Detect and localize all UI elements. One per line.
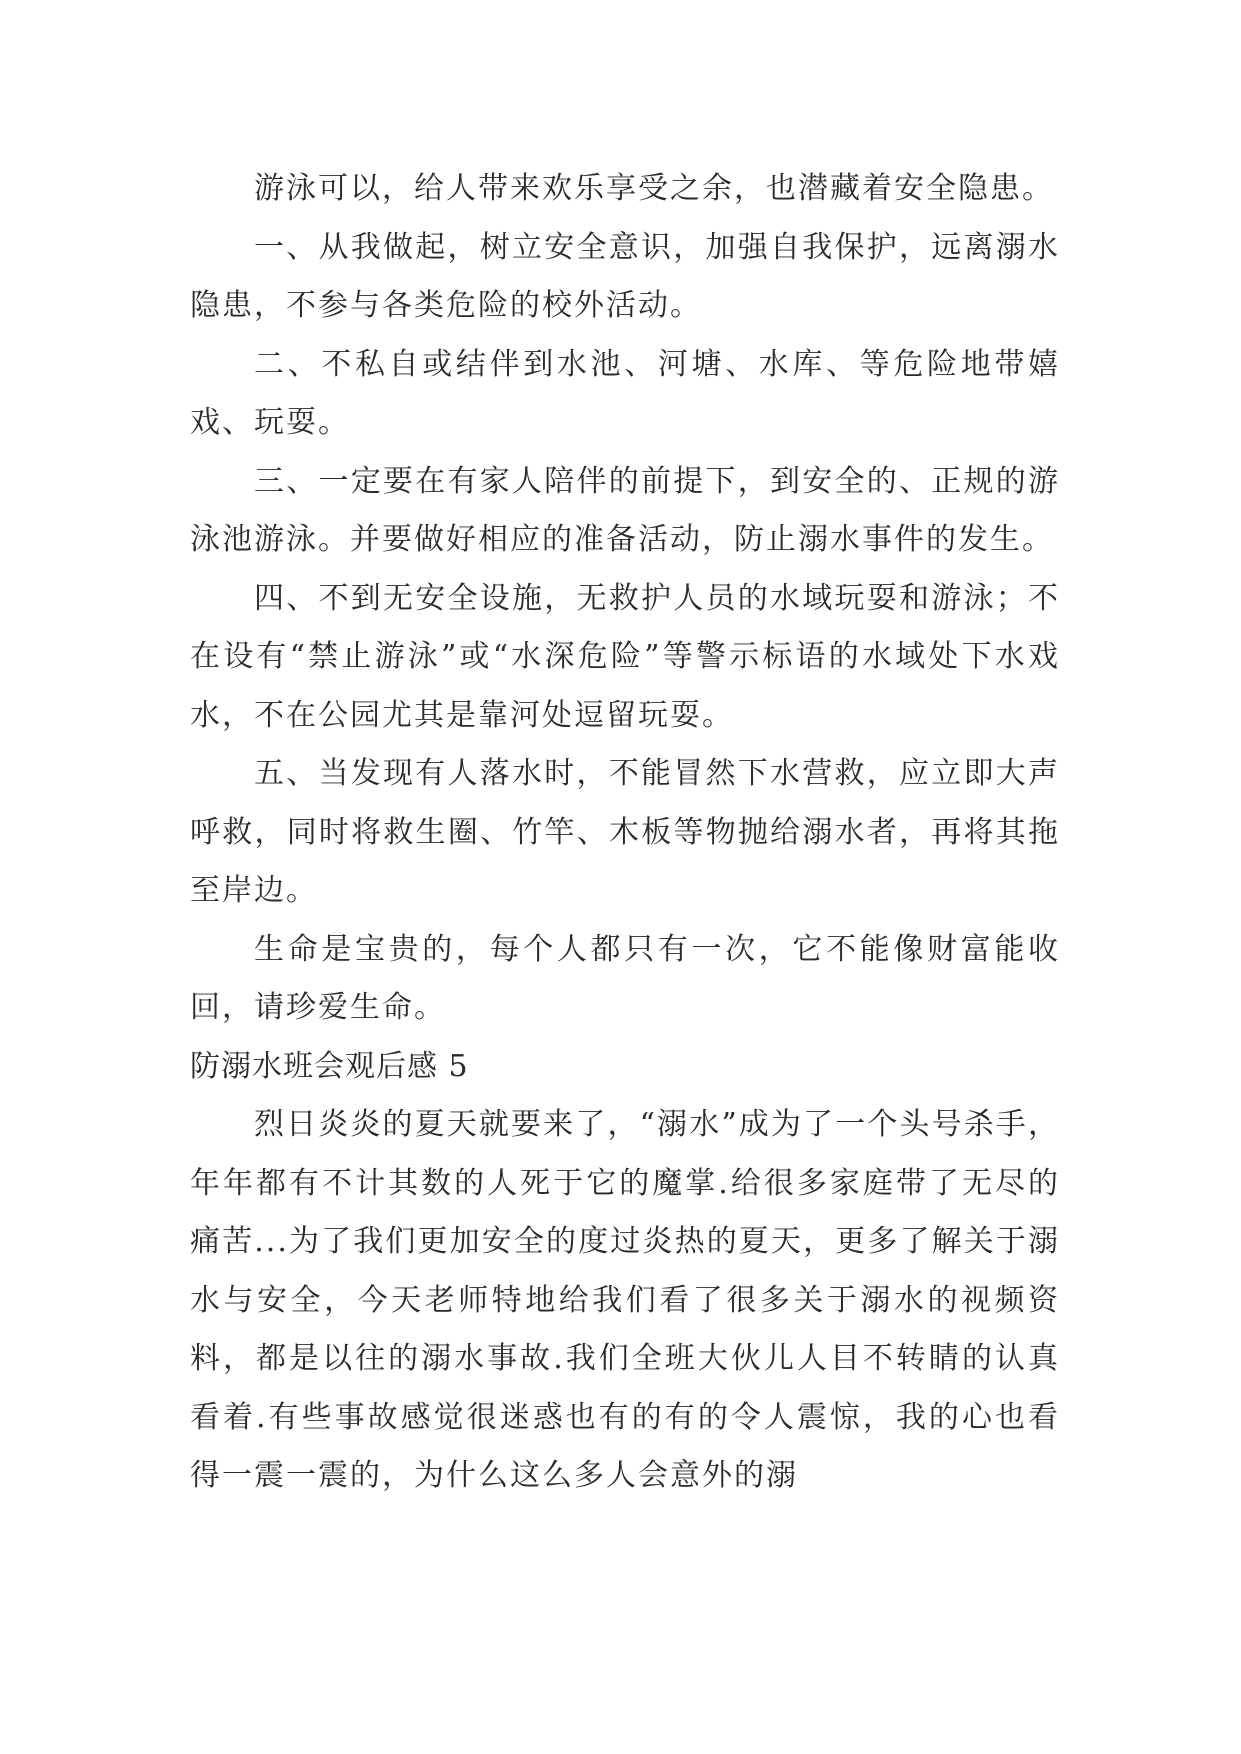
paragraph-conclusion: 生命是宝贵的，每个人都只有一次，它不能像财富能收回，请珍爱生命。 — [190, 931, 1060, 1025]
paragraph-rule-1: 一、从我做起，树立安全意识，加强自我保护，远离溺水隐患，不参与各类危险的校外活动。 — [190, 229, 1060, 323]
paragraph-rule-4: 四、不到无安全设施，无救护人员的水域玩耍和游泳；不在设有“禁止游泳”或“水深危险”等警示标语的水域处下水戏水，不在公园尤其是靠河处逗留玩耍。 — [190, 580, 1060, 733]
paragraph-essay-body: 烈日炎炎的夏天就要来了，“溺水”成为了一个头号杀手，年年都有不计其数的人死于它的魔掌.给很多家庭带了无尽的痛苦...为了我们更加安全的度过炎热的夏天，更多了解关于溺水与安全，今天老师特地给我们看了很多关于溺水的视频资料，都是以往的溺水事故.我们全班大伙儿人目不转睛的认真看着.有些事故感觉很迷惑也有的有的令人震惊，我的心也看得一震一震的，为什么这么多人会意外的溺 — [190, 1107, 1060, 1493]
paragraph-rule-3: 三、一定要在有家人陪伴的前提下，到安全的、正规的游泳池游泳。并要做好相应的准备活动，防止溺水事件的发生。 — [190, 463, 1060, 557]
paragraph-rule-2: 二、不私自或结伴到水池、河塘、水库、等危险地带嬉戏、玩耍。 — [190, 346, 1060, 440]
document-body — [190, 160, 1060, 1506]
section-heading: 防溺水班会观后感 5 — [190, 1048, 469, 1084]
paragraph-intro: 游泳可以，给人带来欢乐享受之余，也潜藏着安全隐患。 — [254, 171, 1054, 206]
paragraph-rule-5: 五、当发现有人落水时，不能冒然下水营救，应立即大声呼救，同时将救生圈、竹竿、木板等物抛给溺水者，再将其拖至岸边。 — [190, 756, 1060, 908]
